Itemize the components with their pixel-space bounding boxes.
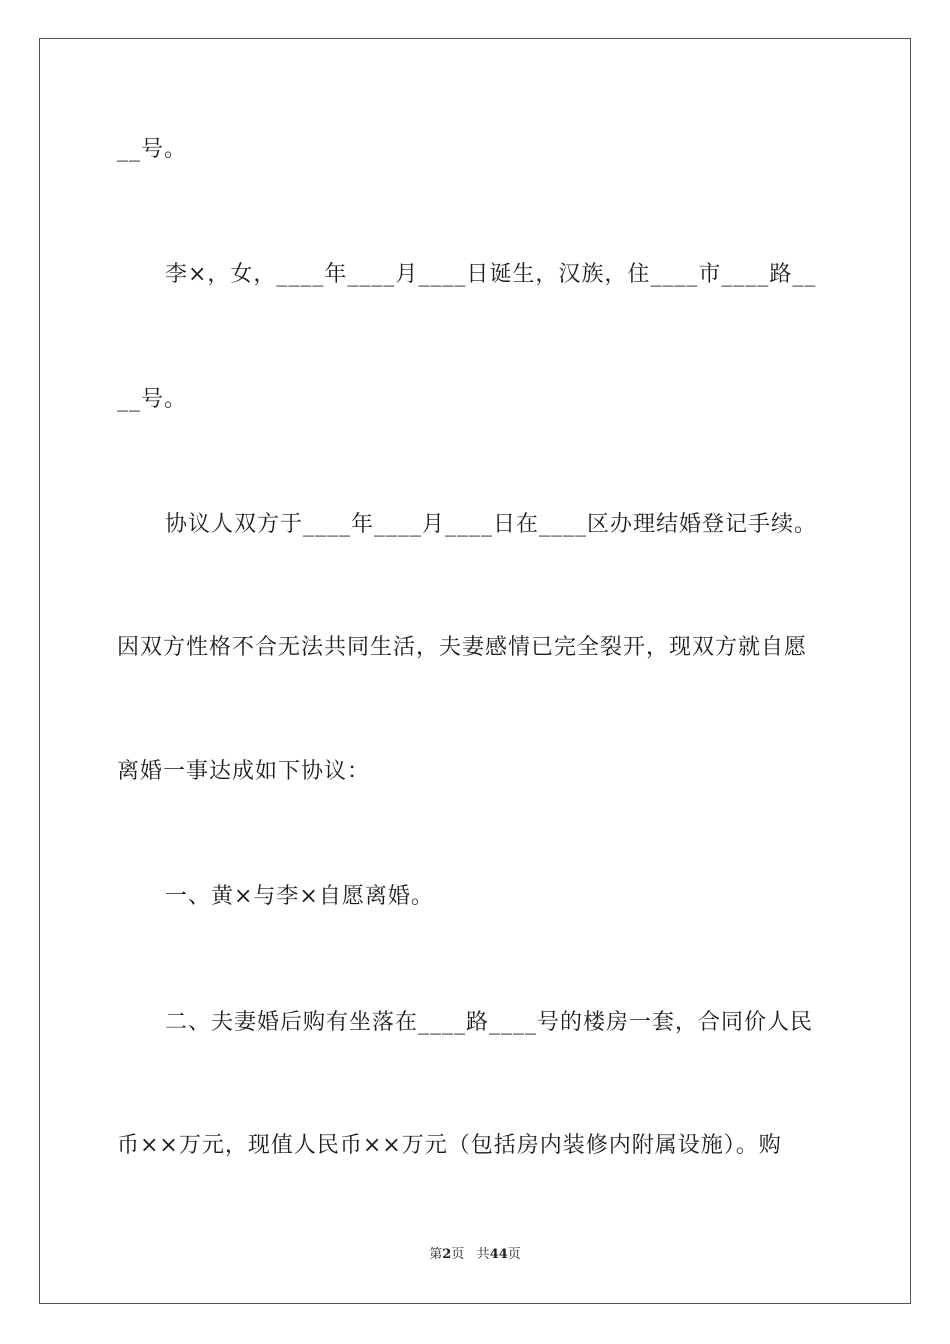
footer-total-suffix: 页 [507, 1247, 521, 1262]
text-line-4: 协议人双方于____年____月____日在____区办理结婚登记手续。 [165, 512, 818, 537]
footer-total-prefix: 共 [476, 1247, 490, 1262]
text-line-7: 一、黄×与李×自愿离婚。 [165, 884, 434, 909]
text-line-6: 离婚一事达成如下协议： [117, 759, 371, 784]
text-line-8: 二、夫妻婚后购有坐落在____路____号的楼房一套，合同价人民 [165, 1010, 814, 1035]
footer-page-prefix: 第 [429, 1247, 443, 1262]
footer-page-suffix: 页 [451, 1247, 465, 1262]
footer-total-pages: 44 [489, 1247, 508, 1262]
text-line-3: __号。 [117, 387, 188, 412]
text-line-5: 因双方性格不合无法共同生活，夫妻感情已完全裂开，现双方就自愿 [117, 635, 808, 660]
footer-page-number: 2 [442, 1247, 452, 1262]
text-line-2: 李×，女，____年____月____日诞生，汉族，住____市____路__ [165, 262, 817, 287]
text-line-1: __号。 [117, 137, 188, 162]
text-line-9: 币××万元，现值人民币××万元（包括房内装修内附属设施）。购 [117, 1133, 782, 1158]
page-footer [0, 1247, 950, 1263]
page-border [39, 38, 911, 1304]
